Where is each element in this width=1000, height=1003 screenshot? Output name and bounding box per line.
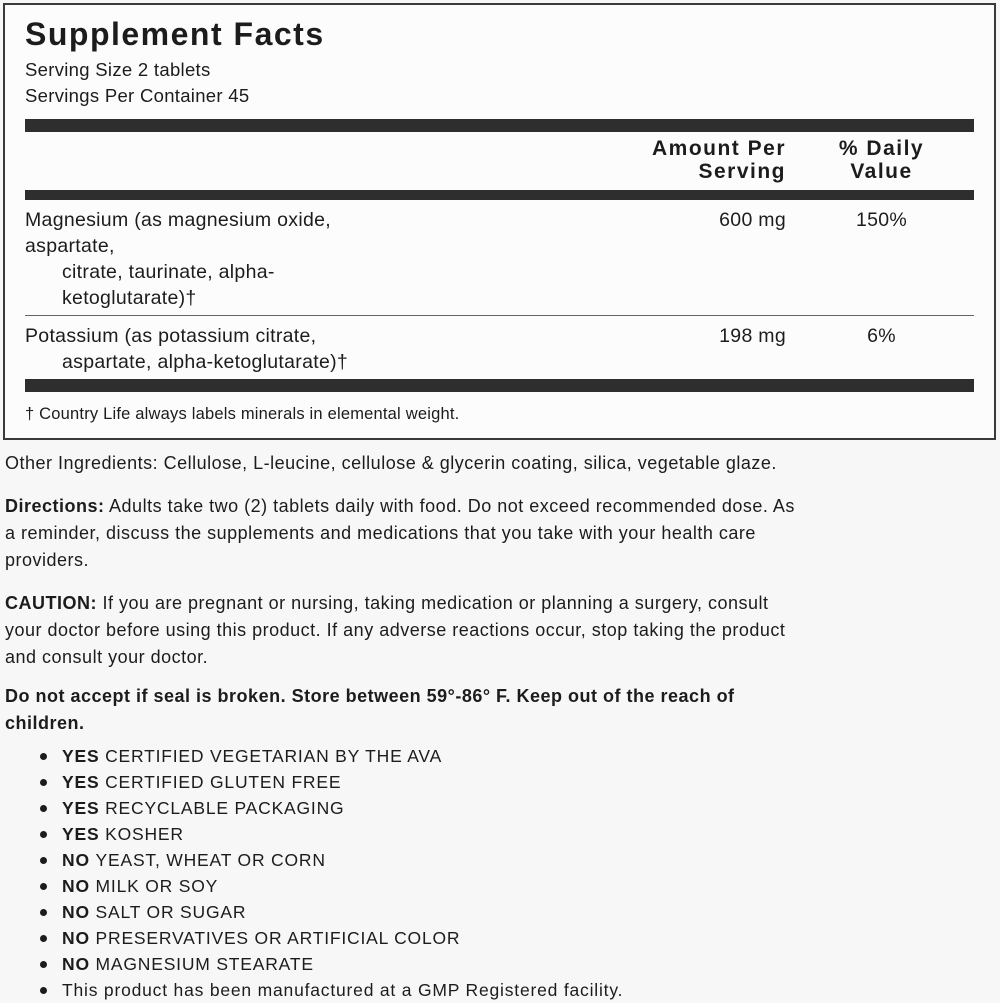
- separator-bar-thick: [25, 190, 974, 200]
- directions-lead: Directions:: [5, 496, 105, 516]
- list-item-text: CERTIFIED VEGETARIAN BY THE AVA: [99, 746, 443, 766]
- list-item-text: CERTIFIED GLUTEN FREE: [99, 772, 342, 792]
- bullet-icon: [40, 987, 47, 994]
- list-item: [5, 769, 995, 795]
- bullet-icon: [40, 805, 47, 812]
- list-item-text: KOSHER: [99, 824, 184, 844]
- column-header-daily-value: % Daily Value: [838, 137, 925, 183]
- list-item: [5, 925, 995, 951]
- other-ingredients-text: Other Ingredients: Cellulose, L-leucine, cellulose & glycerin coating, silica, vegetable glaze.: [5, 453, 777, 473]
- list-item-lead: NO: [62, 850, 90, 870]
- list-item: [5, 847, 995, 873]
- separator-bar-thick: [25, 119, 974, 132]
- bullet-icon: [40, 935, 47, 942]
- bullet-icon: [40, 909, 47, 916]
- caution-text: CAUTION: If you are pregnant or nursing, taking medication or planning a surgery, consult your doctor before using this product. If any adverse reactions occur, stop taking the product and consult your doctor.: [5, 593, 786, 667]
- servings-per-container: Servings Per Container 45: [25, 85, 250, 106]
- supplement-facts-panel: [3, 3, 996, 440]
- label-body: [5, 450, 995, 1003]
- nutrient-amount: 600 mg: [719, 209, 786, 231]
- directions-text: Directions: Adults take two (2) tablets daily with food. Do not exceed recommended dose. As a reminder, discuss the supplements and medications that you take with your health care providers.: [5, 496, 795, 570]
- list-item-text: This product has been manufactured at a GMP Registered facility.: [62, 980, 624, 1000]
- caution-lead: CAUTION:: [5, 593, 97, 613]
- column-header-amount: Amount Per Serving: [651, 137, 786, 183]
- bullet-icon: [40, 831, 47, 838]
- list-item-text: PRESERVATIVES OR ARTIFICIAL COLOR: [89, 928, 461, 948]
- nutrient-daily-value: 6%: [867, 325, 896, 347]
- storage-warning-text: Do not accept if seal is broken. Store between 59°-86° F. Keep out of the reach of children.: [5, 686, 735, 733]
- bullet-icon: [40, 779, 47, 786]
- serving-size: Serving Size 2 tablets: [25, 59, 211, 80]
- list-item: [5, 899, 995, 925]
- nutrient-name: Potassium (as potassium citrate, aspartate, alpha-ketoglutarate)†: [25, 325, 349, 373]
- list-item-lead: YES: [62, 824, 100, 844]
- nutrient-row-potassium: [25, 316, 974, 375]
- nutrient-amount: 198 mg: [719, 325, 786, 347]
- list-item: [5, 873, 995, 899]
- separator-bar-thick: [25, 379, 974, 392]
- list-item-lead: NO: [62, 876, 90, 896]
- panel-title: Supplement Facts: [25, 16, 325, 52]
- list-item-text: YEAST, WHEAT OR CORN: [89, 850, 326, 870]
- bullet-icon: [40, 753, 47, 760]
- nutrient-row-magnesium: [25, 200, 974, 311]
- list-item: [5, 795, 995, 821]
- feature-list: [5, 743, 995, 1003]
- list-item-lead: NO: [62, 954, 90, 974]
- list-item: [5, 977, 995, 1003]
- list-item-text: MAGNESIUM STEARATE: [89, 954, 314, 974]
- bullet-icon: [40, 883, 47, 890]
- list-item-text: RECYCLABLE PACKAGING: [99, 798, 345, 818]
- list-item: [5, 821, 995, 847]
- list-item: [5, 743, 995, 769]
- nutrient-name: Magnesium (as magnesium oxide, aspartate, citrate, taurinate, alpha- ketoglutarate)†: [25, 209, 331, 309]
- list-item-lead: YES: [62, 772, 100, 792]
- bullet-icon: [40, 857, 47, 864]
- list-item: [5, 951, 995, 977]
- list-item-lead: YES: [62, 798, 100, 818]
- list-item-lead: NO: [62, 928, 90, 948]
- list-item-lead: NO: [62, 902, 90, 922]
- nutrient-daily-value: 150%: [855, 209, 908, 231]
- panel-column-headers: [25, 132, 974, 190]
- list-item-text: MILK OR SOY: [89, 876, 219, 896]
- list-item-text: SALT OR SUGAR: [89, 902, 247, 922]
- bullet-icon: [40, 961, 47, 968]
- list-item-lead: YES: [62, 746, 100, 766]
- panel-footnote: † Country Life always labels minerals in elemental weight.: [25, 405, 460, 423]
